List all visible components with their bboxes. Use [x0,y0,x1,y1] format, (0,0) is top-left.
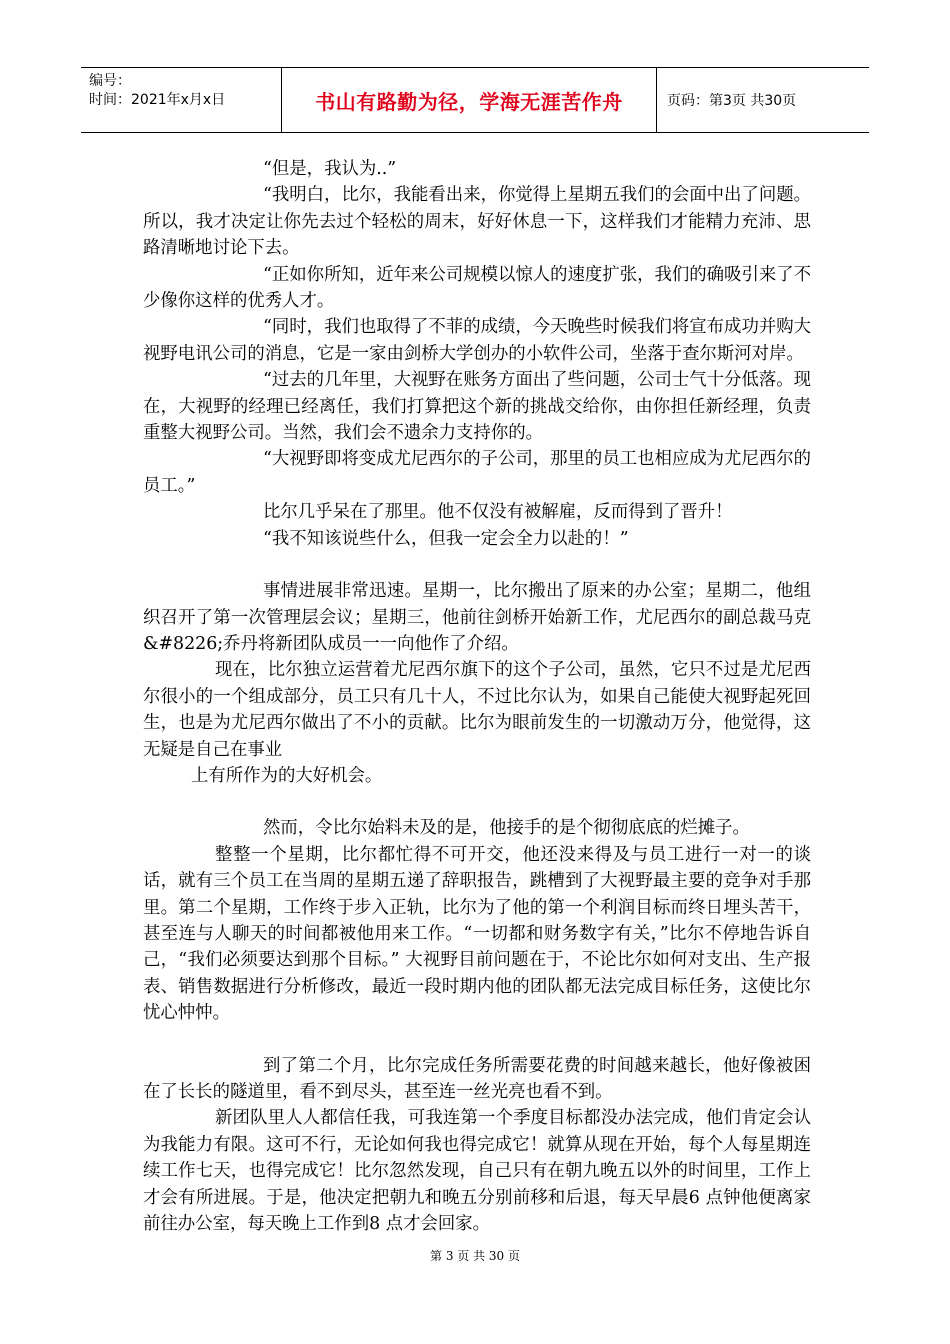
document-time-label: 时间：2021年x月x日 [89,92,226,108]
paragraph: 现在，比尔独立运营着尤尼西尔旗下的这个子公司，虽然，它只不过是尤尼西尔很小的一个组成部分，员工只有几十人，不过比尔认为，如果自己能使大视野起死回生，也是为尤尼西尔做出了不小的贡献。比尔为眼前发生的一切激动万分，他觉得，这无疑是自己在事业 [143,660,811,760]
paragraph: “正如你所知，近年来公司规模以惊人的速度扩张，我们的确吸引来了不少像你这样的优秀人才。 [143,264,812,312]
header-table [81,67,869,133]
paragraph: “大视野即将变成尤尼西尔的子公司，那里的员工也相应成为尤尼西尔的员工。” [143,449,812,496]
paragraph: “我明白，比尔，我能看出来，你觉得上星期五我们的会面中出了问题。所以，我才决定让你先去过个轻松的周末，好好休息一下，这样我们才能精力充沛、思路清晰地讨论下去。 [143,185,812,259]
document-number-label: 编号： [89,73,131,89]
paragraph-gap [143,789,811,815]
paragraph: 然而，令比尔始料未及的是，他接手的是个彻彻底底的烂摊子。 [263,818,750,839]
document-body [143,156,811,1237]
header-meta-cell [81,68,281,132]
page-footer: 第 3 页 共 30 页 [430,1249,520,1263]
paragraph: 比尔几乎呆在了那里。他不仅没有被解雇，反而得到了晋升！ [263,502,733,523]
header-motto: 书山有路勤为径，学海无涯苦作舟 [281,68,657,132]
header-page-label: 页码：第3页 共30页 [667,93,797,109]
paragraph: 事情进展非常迅速。星期一，比尔搬出了原来的办公室；星期二，他组织召开了第一次管理层会议；星期三，他前往剑桥开始新工作，尤尼西尔的副总裁马克&#8226;乔丹将新团队成员一一向他作了介绍。 [143,581,811,654]
paragraph: “但是，我认为..” [263,159,397,179]
paragraph: “我不知该说些什么，但我一定会全力以赴的！” [263,528,629,549]
paragraph: 整整一个星期，比尔都忙得不可开交，他还没来得及与员工进行一对一的谈话，就有三个员工在当周的星期五递了辞职报告，跳槽到了大视野最主要的竞争对手那里。第二个星期，工作终于步入正轨，比尔为了他的第一个利润目标而终日埋头苦干，甚至连与人聊天的时间都被他用来工作。“一切都和财务数字有关，”比尔不停地告诉自己，“我们必须要达到那个目标。” 大视野目前问题在于，不论比尔如何对支出、生产报表、销售数据进行分析修改，最近一段时期内他的团队都无法完成目标任务，这使比尔忧心忡忡。 [143,844,811,1024]
paragraph-gap [143,1027,811,1053]
paragraph: 新团队里人人都信任我，可我连第一个季度目标都没办法完成，他们肯定会认为我能力有限。这可不行，无论如何我也得完成它！就算从现在开始，每个人每星期连续工作七天，也得完成它！比尔忽然发现，自己只有在朝九晚五以外的时间里，工作上才会有所进展。于是，他决定把朝九和晚五分别前移和后退，每天早晨6 点钟他便离家前往办公室，每天晚上工作到8 点才会回家。 [143,1108,811,1235]
paragraph: 上有所作为的大好机会。 [191,765,383,786]
paragraph: “过去的几年里，大视野在账务方面出了些问题，公司士气十分低落。现在，大视野的经理已经离任，我们打算把这个新的挑战交给你，由你担任新经理，负责重整大视野公司。当然，我们会不遗余力支持你的。 [143,370,812,444]
paragraph: “同时，我们也取得了不菲的成绩，今天晚些时候我们将宣布成功并购大视野电讯公司的消息，它是一家由剑桥大学创办的小软件公司，坐落于查尔斯河对岸。 [143,317,812,364]
paragraph-gap [143,552,811,578]
paragraph: 到了第二个月，比尔完成任务所需要花费的时间越来越长，他好像被困在了长长的隧道里，看不到尽头，甚至连一丝光亮也看不到。 [143,1055,811,1102]
